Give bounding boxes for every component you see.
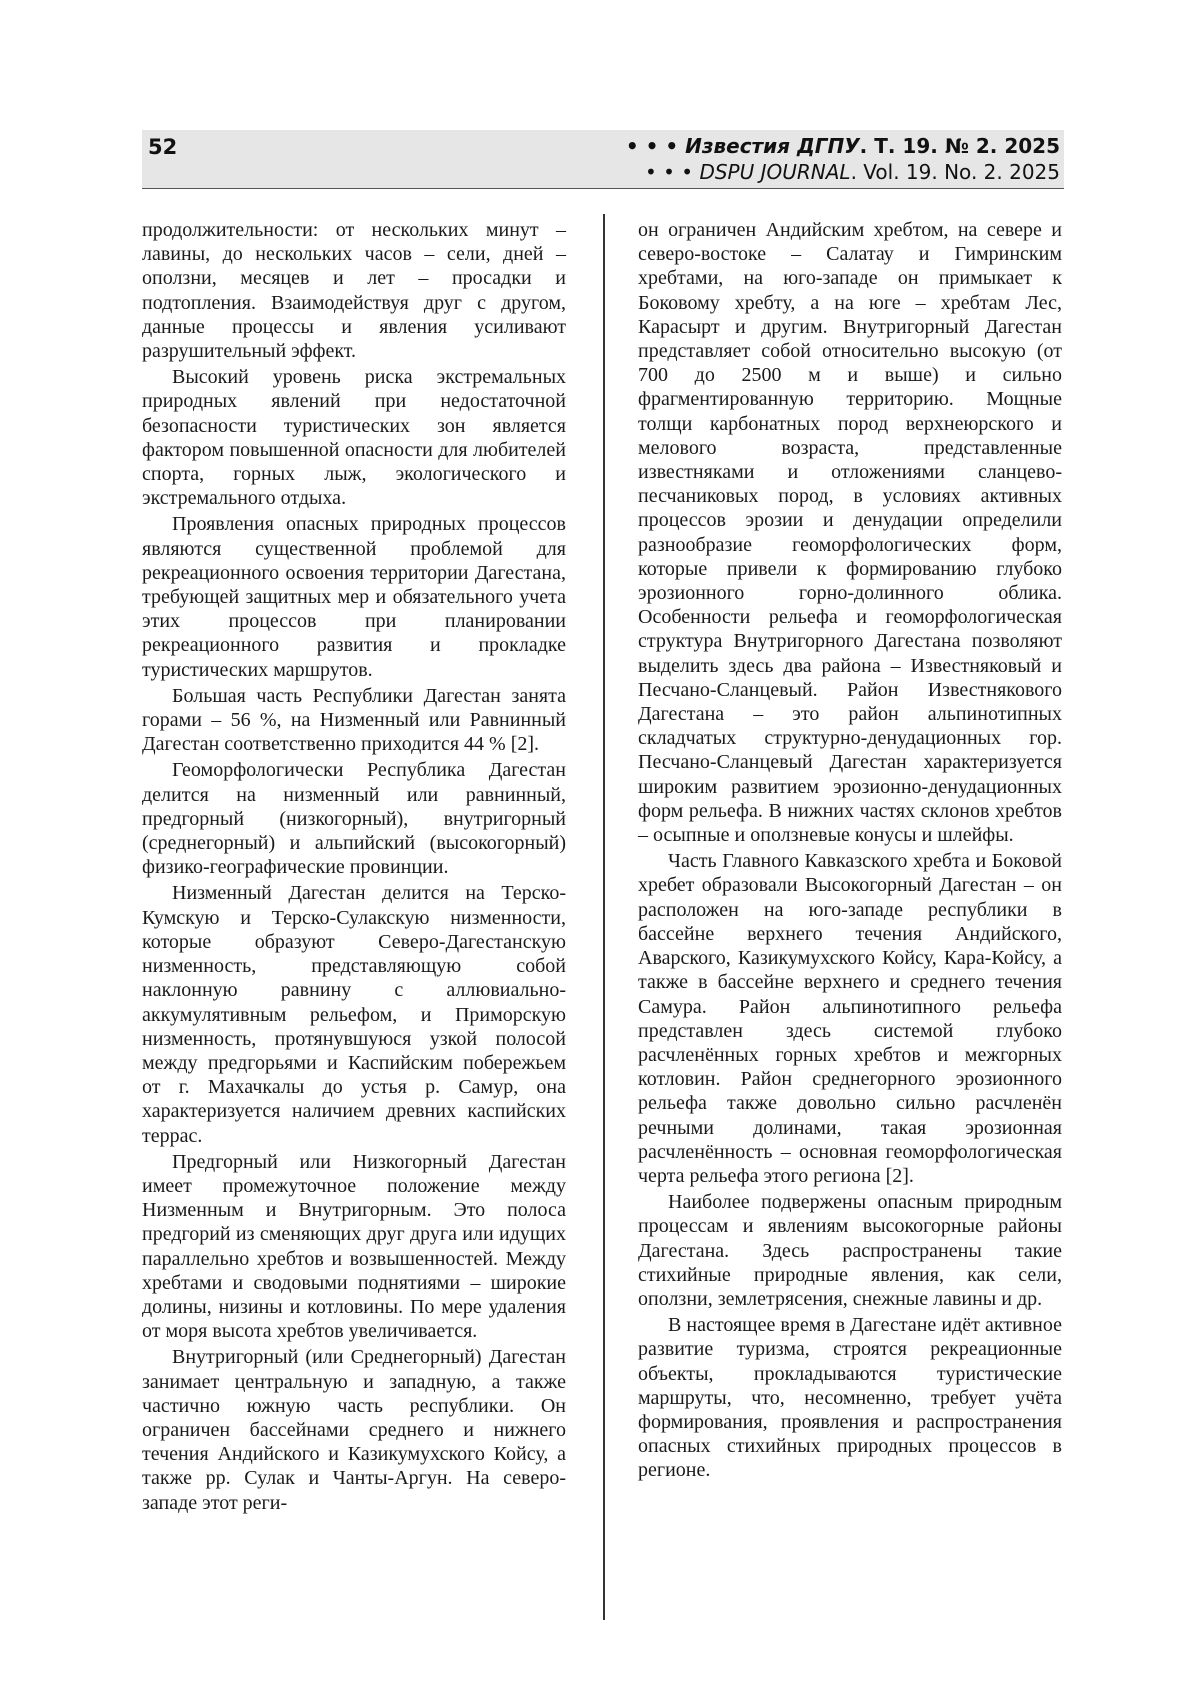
journal-name-ru: Известия ДГПУ <box>685 134 860 158</box>
paragraph: Проявления опасных природных процессов являются существенной проблемой для рекреационного освоения территории Дагестана, требующей защитных мер и обязательного учета этих процессов при планировании рекреационного развития и прокладке туристических маршрутов. <box>142 513 566 681</box>
journal-title-en <box>645 160 1060 184</box>
header-bullets: • • • <box>644 160 694 184</box>
running-header <box>142 130 1064 189</box>
paragraph: Геоморфологически Республика Дагестан делится на низменный или равнинный, предгорный (низкогорный), внутригорный (среднегорный) и альпийский (высокогорный) физико-географические провинции. <box>142 759 566 879</box>
right-column <box>638 218 1062 1485</box>
paragraph: он ограничен Андийским хребтом, на севере и северо-востоке – Салатау и Гимринским хребтами, на юго-западе он примыкает к Боковому хребту, а на юге – хребтам Лес, Карасырт и другим. Внутригорный Дагестан представляет собой относительно высокую (от 700 до 2500 м и выше) и сильно фрагментированную территорию. Мощные толщи карбонатных пород верхнеюрского и мелового возраста, представленные известняками и отложениями сланцево-песчаниковых пород, в условиях активных процессов эрозии и денудации определили разнообразие геоморфологических форм, которые привели к формированию глубоко эрозионного горно-долинного облика. Особенности рельефа и геоморфологическая структура Внутригорного Дагестана позволяют выделить здесь два района – Известняковый и Песчано-Сланцевый. Район Известнякового Дагестана – это район альпинотипных складчатых структурно-денудационных гор. Песчано-Сланцевый Дагестан характеризуется широким развитием эрозионно-денудационных форм рельефа. В нижних частях склонов хребтов – осыпные и оползневые конусы и шлейфы. <box>638 219 1062 847</box>
paragraph: Часть Главного Кавказского хребта и Боковой хребет образовали Высокогорный Дагестан – он расположен на юго-западе республики в бассейне верхнего течения Андийского, Аварского, Казикумухского Койсу, Кара-Койсу, а также в бассейне верхнего и среднего течения Самура. Район альпинотипного рельефа представлен здесь системой глубоко расчленённых горных хребтов и межгорных котловин. Район среднегорного эрозионного рельефа также довольно сильно расчленён речными долинами, такая эрозионная расчленённость – основная геоморфологическая черта рельефа этого региона [2]. <box>638 850 1062 1187</box>
journal-name-en: DSPU JOURNAL <box>699 160 851 184</box>
paragraph: Низменный Дагестан делится на Терско-Кумскую и Терско-Сулакскую низменности, которые образуют Северо-Дагестанскую низменность, представляющую собой наклонную равнину с аллювиально-аккумулятивным рельефом, и Приморскую низменность, протянувшуюся узкой полосой между предгорьями и Каспийским побережьем от г. Махачкалы до устья р. Самур, она характеризуется наличием древних каспийских террас. <box>142 882 566 1147</box>
paragraph: Большая часть Республики Дагестан занята горами – 56 %, на Низменный или Равнинный Дагестан соответственно приходится 44 % [2]. <box>142 684 566 756</box>
paragraph: Высокий уровень риска экстремальных природных явлений при недостаточной безопасности туристических зон является фактором повышенной опасности для любителей спорта, горных лыж, экологического и экстремального отдыха. <box>142 366 566 510</box>
column-divider <box>603 214 605 1620</box>
paragraph: Наиболее подвержены опасным природным процессам и явлениям высокогорные районы Дагестана. Здесь распространены такие стихийные природные явления, как сели, оползни, землетрясения, снежные лавины и др. <box>638 1191 1062 1310</box>
paragraph: Внутригорный (или Среднегорный) Дагестан занимает центральную и западную, а также частично южную часть республики. Он ограничен бассейнами среднего и нижнего течения Андийского и Казикумухского Койсу, а также рр. Сулак и Чанты-Аргун. На северо-западе этот реги- <box>142 1346 566 1514</box>
paragraph: продолжительности: от нескольких минут – лавины, до нескольких часов – сели, дней – оползни, месяцев и лет – просадки и подтопления. Взаимодействуя друг с другом, данные процессы и явления усиливают разрушительный эффект. <box>142 219 566 363</box>
page-number: 52 <box>148 135 178 159</box>
journal-title-ru <box>626 134 1060 158</box>
paragraph: В настоящее время в Дагестане идёт активное развитие туризма, строятся рекреационные объекты, прокладываются туристические маршруты, что, несомненно, требует учёта формирования, проявления и распространения опасных стихийных природных процессов в регионе. <box>638 1314 1062 1482</box>
journal-volume-en: . Vol. 19. No. 2. 2025 <box>850 160 1060 184</box>
paragraph: Предгорный или Низкогорный Дагестан имеет промежуточное положение между Низменным и Внутригорным. Это полоса предгорий из сменяющих друг друга или идущих параллельно хребтов и возвышенностей. Между хребтами и сводовыми поднятиями – широкие долины, низины и котловины. По мере удаления от моря высота хребтов увеличивается. <box>142 1150 566 1343</box>
header-bullets: • • • <box>625 134 679 158</box>
left-column <box>142 218 566 1517</box>
journal-volume-ru: . Т. 19. № 2. 2025 <box>859 134 1060 158</box>
